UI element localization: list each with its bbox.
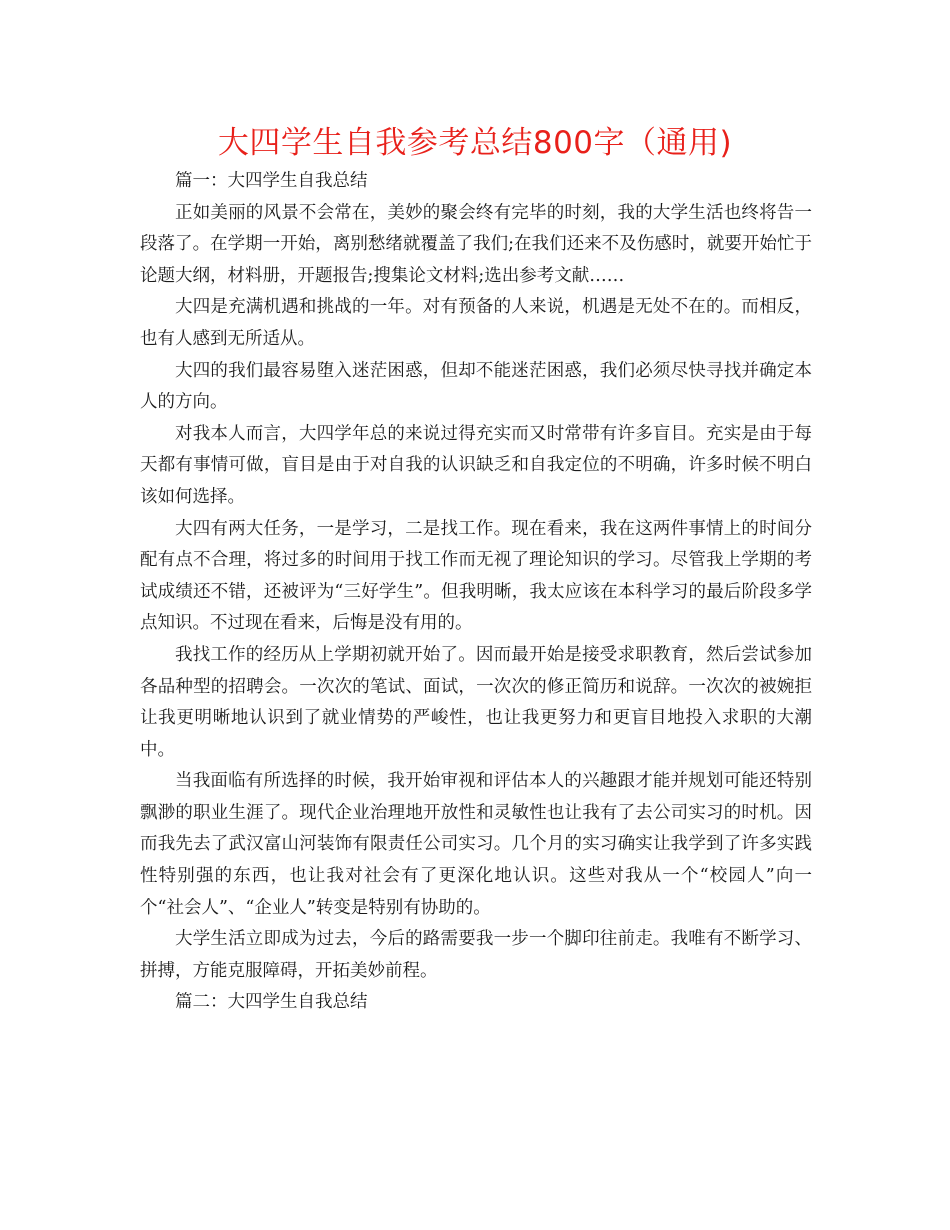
section-heading: 篇二：大四学生自我总结 [175, 992, 368, 1013]
paragraph: 正如美丽的风景不会常在，美妙的聚会终有完毕的时刻，我的大学生活也终将告一段落了。在学期一开始，离别愁绪就覆盖了我们;在我们还来不及伤感时，就要开始忙于论题大纲，材料册，开题报告;搜集论文材料;选出参考文献…… [140, 202, 812, 286]
section-heading: 篇一：大四学生自我总结 [175, 171, 368, 191]
document-body [140, 166, 812, 1019]
paragraph: 大四是充满机遇和挑战的一年。对有预备的人来说，机遇是无处不在的。而相反，也有人感到无所适从。 [140, 297, 812, 349]
paragraph: 大学生活立即成为过去，今后的路需要我一步一个脚印往前走。我唯有不断学习、拼搏，方能克服障碍，开拓美妙前程。 [140, 929, 812, 981]
paragraph: 当我面临有所选择的时候，我开始审视和评估本人的兴趣跟才能并规划可能还特别飘渺的职业生涯了。现代企业治理地开放性和灵敏性也让我有了去公司实习的时机。因而我先去了武汉富山河装饰有限责任公司实习。几个月的实习确实让我学到了许多实践性特别强的东西，也让我对社会有了更深化地认识。这些对我从一个“校园人”向一个“社会人”、“企业人”转变是特别有协助的。 [140, 771, 812, 918]
paragraph: 对我本人而言，大四学年总的来说过得充实而又时常带有许多盲目。充实是由于每天都有事情可做，盲目是由于对自我的认识缺乏和自我定位的不明确，许多时候不明白该如何选择。 [140, 423, 812, 507]
paragraph: 大四有两大任务，一是学习，二是找工作。现在看来，我在这两件事情上的时间分配有点不合理，将过多的时间用于找工作而无视了理论知识的学习。尽管我上学期的考试成绩还不错，还被评为“三好学生”。但我明晰，我太应该在本科学习的最后阶段多学点知识。不过现在看来，后悔是没有用的。 [140, 518, 812, 634]
paragraph: 我找工作的经历从上学期初就开始了。因而最开始是接受求职教育，然后尝试参加各品种型的招聘会。一次次的笔试、面试，一次次的修正简历和说辞。一次次的被婉拒让我更明晰地认识到了就业情势的严峻性，也让我更努力和更盲目地投入求职的大潮中。 [140, 644, 812, 760]
document-title: 大四学生自我参考总结800字（通用) [217, 125, 733, 161]
paragraph: 大四的我们最容易堕入迷茫困惑，但却不能迷茫困惑，我们必须尽快寻找并确定本人的方向。 [140, 360, 812, 413]
